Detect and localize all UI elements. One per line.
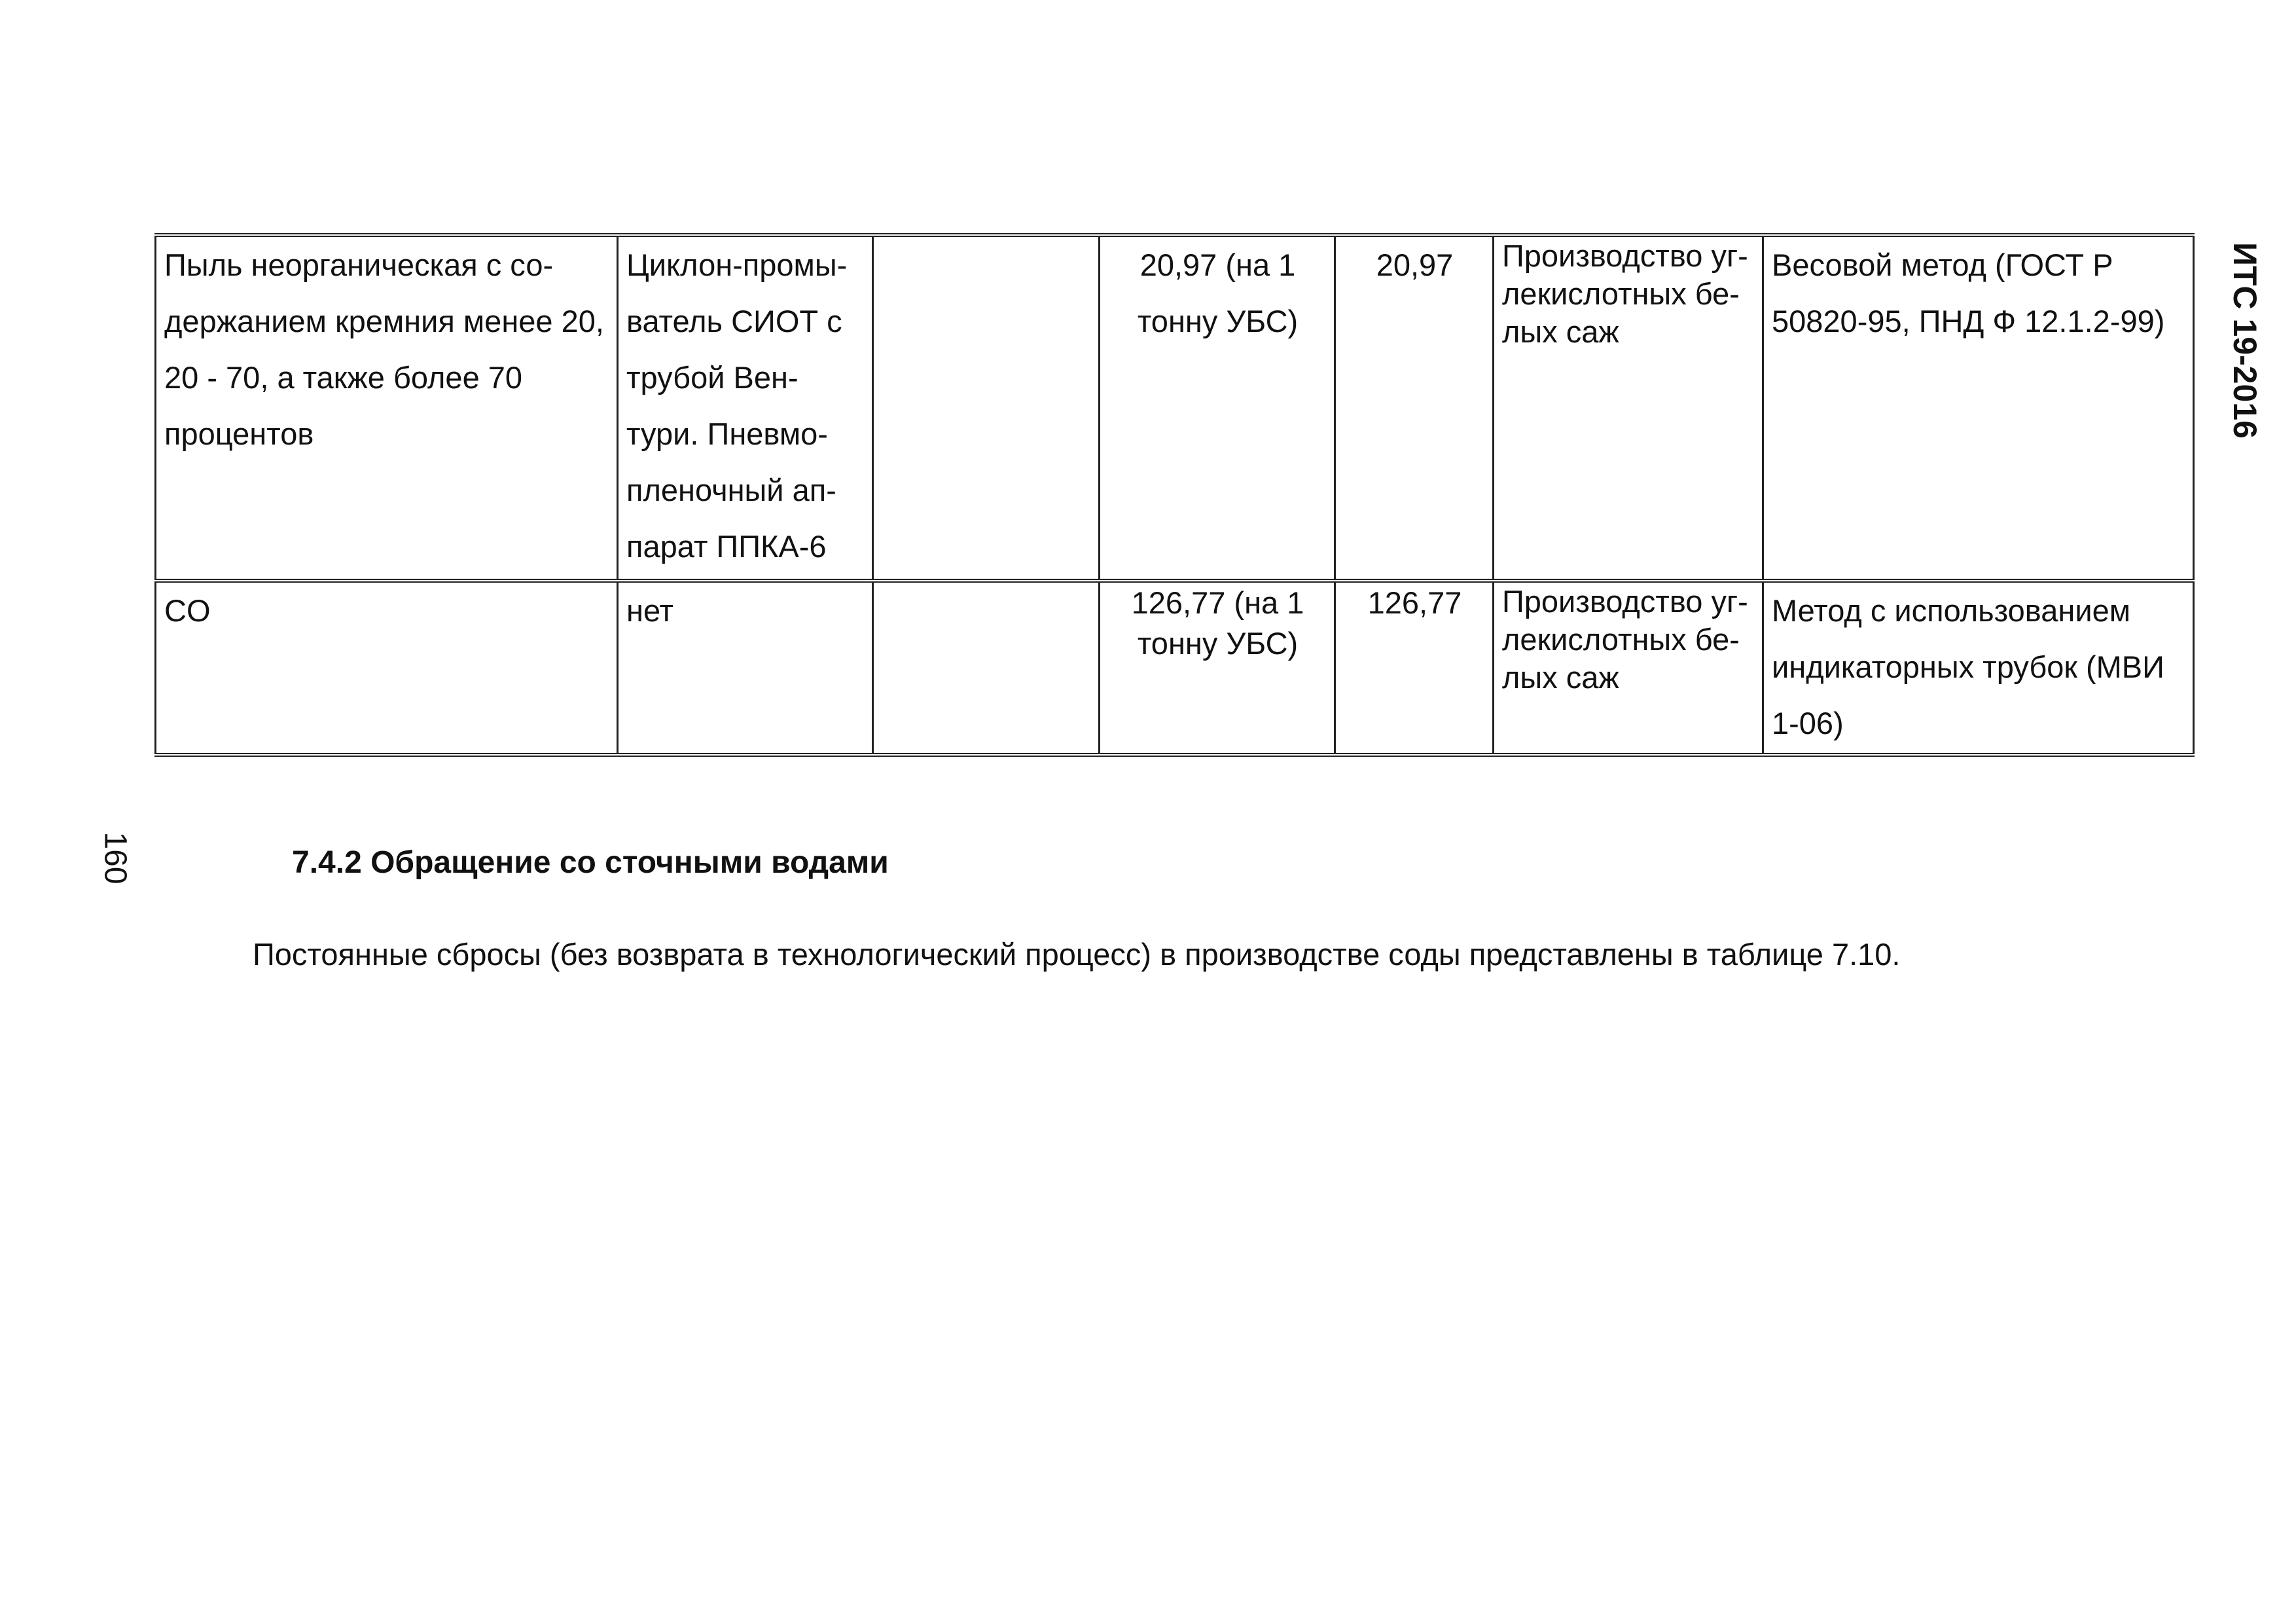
cell-treatment: нет — [618, 581, 873, 755]
cell-value: 126,77 — [1335, 581, 1494, 755]
page-number — [89, 825, 141, 890]
cell-source: Производство уг-лекислотных бе-лых саж — [1494, 581, 1763, 755]
cell-substance: Пыль неорганическая с со-держанием кремния менее 20, 20 - 70, а также более 70 процентов — [156, 235, 618, 581]
section-paragraph: Постоянные сбросы (без возврата в технологический процесс) в производстве соды представлены в таблице 7.10. — [253, 937, 1901, 972]
cell-substance: CO — [156, 581, 618, 755]
cell-treatment: Циклон-промы-ватель СИОТ с трубой Вен-тури. Пневмо-пленочный ап-парат ППКА-6 — [618, 235, 873, 581]
table-row — [156, 581, 2194, 755]
document-code-header — [2219, 236, 2271, 445]
emissions-table — [154, 233, 2195, 757]
cell-source: Производство уг-лекислотных бе-лых саж — [1494, 235, 1763, 581]
cell-method: Весовой метод (ГОСТ Р 50820-95, ПНД Ф 12.1.2-99) — [1763, 235, 2194, 581]
cell-method: Метод с использованием индикаторных трубок (МВИ 1-06) — [1763, 581, 2194, 755]
table-row — [156, 235, 2194, 581]
page-number-text: 160 — [98, 831, 133, 884]
cell-specific-value: 126,77 (на 1 тонну УБС) — [1100, 581, 1335, 755]
section-heading: 7.4.2 Обращение со сточными водами — [292, 845, 889, 880]
document-code-text: ИТС 19-2016 — [2227, 242, 2264, 439]
cell-specific-value: 20,97 (на 1 тонну УБС) — [1100, 235, 1335, 581]
cell-empty — [873, 581, 1100, 755]
cell-value: 20,97 — [1335, 235, 1494, 581]
cell-empty — [873, 235, 1100, 581]
